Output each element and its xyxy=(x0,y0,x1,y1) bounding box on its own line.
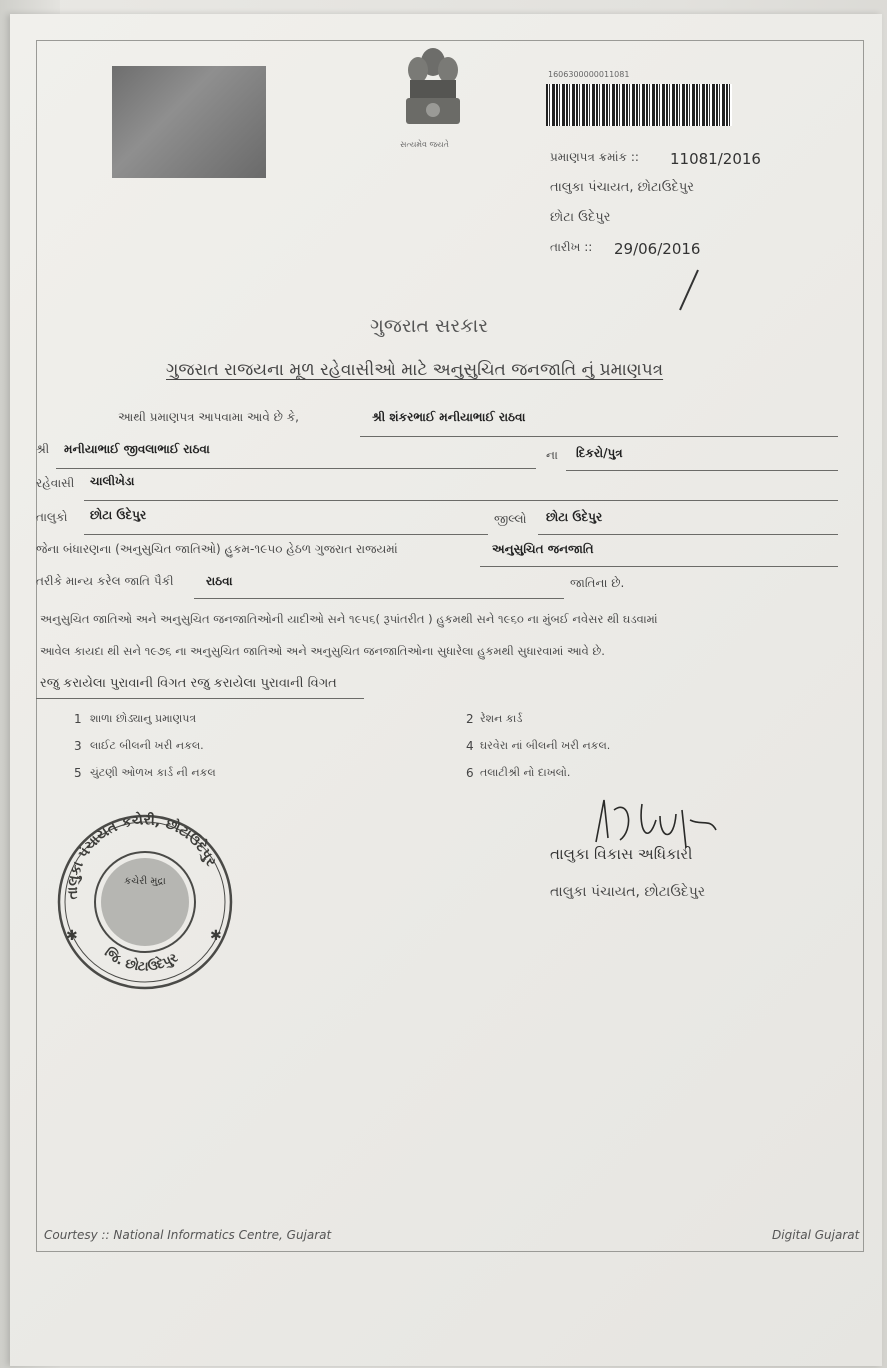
taluka-label: તાલુકો xyxy=(36,510,68,524)
header-place: છોટા ઉદેપુર xyxy=(550,210,611,225)
certificate-date: 29/06/2016 xyxy=(614,240,701,258)
evidence-item: તલાટીશ્રી નો દાખલો. xyxy=(480,766,571,779)
footer-courtesy: Courtesy :: National Informatics Centre, Gujarat xyxy=(44,1228,332,1242)
barcode xyxy=(546,84,732,126)
stamp-bottom-text: જિ. છોટાઉદેપુર xyxy=(101,945,181,975)
taluka-line xyxy=(84,534,488,535)
district-label: જીલ્લો xyxy=(494,512,527,526)
svg-text:જિ. છોટાઉદેપુર xyxy=(101,944,181,975)
signatory-office: તાલુકા પંચાયત, છોટાઉદેપુર xyxy=(550,884,706,900)
official-seal-stamp xyxy=(54,806,236,996)
national-emblem-icon xyxy=(398,42,468,138)
father-name-line xyxy=(56,468,536,469)
recognized-label: તરીકે માન્ય કરેલ જાતિ પૈકી xyxy=(36,574,174,588)
evidence-item: લાઈટ બીલની ખરી નકલ. xyxy=(90,739,204,752)
header-office: તાલુકા પંચાયત, છોટાઉદેપુર xyxy=(550,180,694,195)
evidence-item: ઘરવેરા નાં બીલની ખરી નકલ. xyxy=(480,739,611,752)
order-text: જેના બંધારણના (અનુસુચિત જાતિઓ) હુકમ-૧૯૫૦ હેઠળ ગુજરાત રાજયમાં xyxy=(36,542,398,556)
pen-mark xyxy=(676,268,706,314)
stamp-outer-text: તાલુકા પંચાયત કચેરી, છોટાઉદેપુર xyxy=(64,812,220,900)
paragraph-line-2: આવેલ કાયદા થી સને ૧૯૭૬ ના અનુસુચિત જાતિઓ અને અનુસુચિત જનજાતિઓના સુધારેલા હુકમથી સુધારવામાં આવે છે. xyxy=(40,644,605,658)
evidence-num: 5 xyxy=(74,766,82,780)
intro-text: આથી પ્રમાણપત્ર આપવામા આવે છે કે, xyxy=(118,410,299,424)
emblem-motto: સત્યમેવ જયતે xyxy=(400,140,449,149)
certificate-number: 11081/2016 xyxy=(670,150,761,168)
caste-suffix: જાતિના છે. xyxy=(570,576,625,590)
barcode-number: 1606300000011081 xyxy=(548,70,630,79)
relation-line xyxy=(566,470,838,471)
applicant-name-line xyxy=(360,436,838,437)
evidence-heading-underline xyxy=(36,698,364,699)
footer-brand: Digital Gujarat xyxy=(772,1228,860,1242)
district-line xyxy=(538,534,838,535)
category-line xyxy=(480,566,838,567)
evidence-item: ચુંટણી ઓળખ કાર્ડ ની નકલ xyxy=(90,766,216,779)
father-name: મનીયાભાઈ જીવલાભાઈ રાઠવા xyxy=(64,442,210,456)
certificate-number-label: પ્રમાણપત્ર ક્રમાંક :: xyxy=(550,150,639,164)
district: છોટા ઉદેપુર xyxy=(546,510,603,524)
evidence-num: 6 xyxy=(466,766,474,780)
evidence-item: શાળા છોડ્યાનુ પ્રમાણપત્ર xyxy=(90,712,197,725)
relation: દિકરો/પુત્ર xyxy=(576,446,623,460)
applicant-name: શ્રી શંકરભાઈ મનીયાભાઈ રાઠવા xyxy=(372,410,526,424)
category: અનુસુચિત જનજાતિ xyxy=(492,542,594,556)
evidence-num: 3 xyxy=(74,739,82,753)
shri-label: શ્રી xyxy=(36,442,50,456)
evidence-item: રેશન કાર્ડ xyxy=(480,712,523,725)
evidence-num: 4 xyxy=(466,739,474,753)
paragraph-line-1: અનુસુચિત જાતિઓ અને અનુસુચિત જનજાતિઓની યાદીઓ સને ૧૯૫૬( રૂપાંતરીત ) હુકમથી સને ૧૯૬૦ ના મુંબઈ નવેસર થી ઘડવામાં xyxy=(40,612,658,626)
evidence-heading: રજુ કરાયેલા પુરાવાની વિગત રજુ કરાયેલા પુરાવાની વિગત xyxy=(40,676,337,691)
svg-text:✱: ✱ xyxy=(66,928,78,944)
government-title: ગુજરાત સરકાર xyxy=(370,315,489,337)
stamp-center-text: કચેરી મુદ્રા xyxy=(124,876,166,887)
village: ચાલીખેડા xyxy=(90,474,135,488)
svg-text:✱: ✱ xyxy=(210,928,222,944)
caste-line xyxy=(194,598,564,599)
na-label: ના xyxy=(546,448,558,462)
taluka: છોટા ઉદેપુર xyxy=(90,508,147,522)
certificate-title: ગુજરાત રાજયના મૂળ રહેવાસીઓ માટે અનુસુચિત જનજાતિ નું પ્રમાણપત્ર xyxy=(166,360,664,380)
caste: રાઠવા xyxy=(206,574,233,588)
applicant-photo xyxy=(112,66,266,178)
resident-label: રહેવાસી xyxy=(36,476,75,490)
village-line xyxy=(84,500,838,501)
date-label: તારીખ :: xyxy=(550,240,593,254)
evidence-num: 1 xyxy=(74,712,82,726)
evidence-num: 2 xyxy=(466,712,474,726)
signatory-designation: તાલુકા વિકાસ અધિકારી xyxy=(550,845,693,863)
